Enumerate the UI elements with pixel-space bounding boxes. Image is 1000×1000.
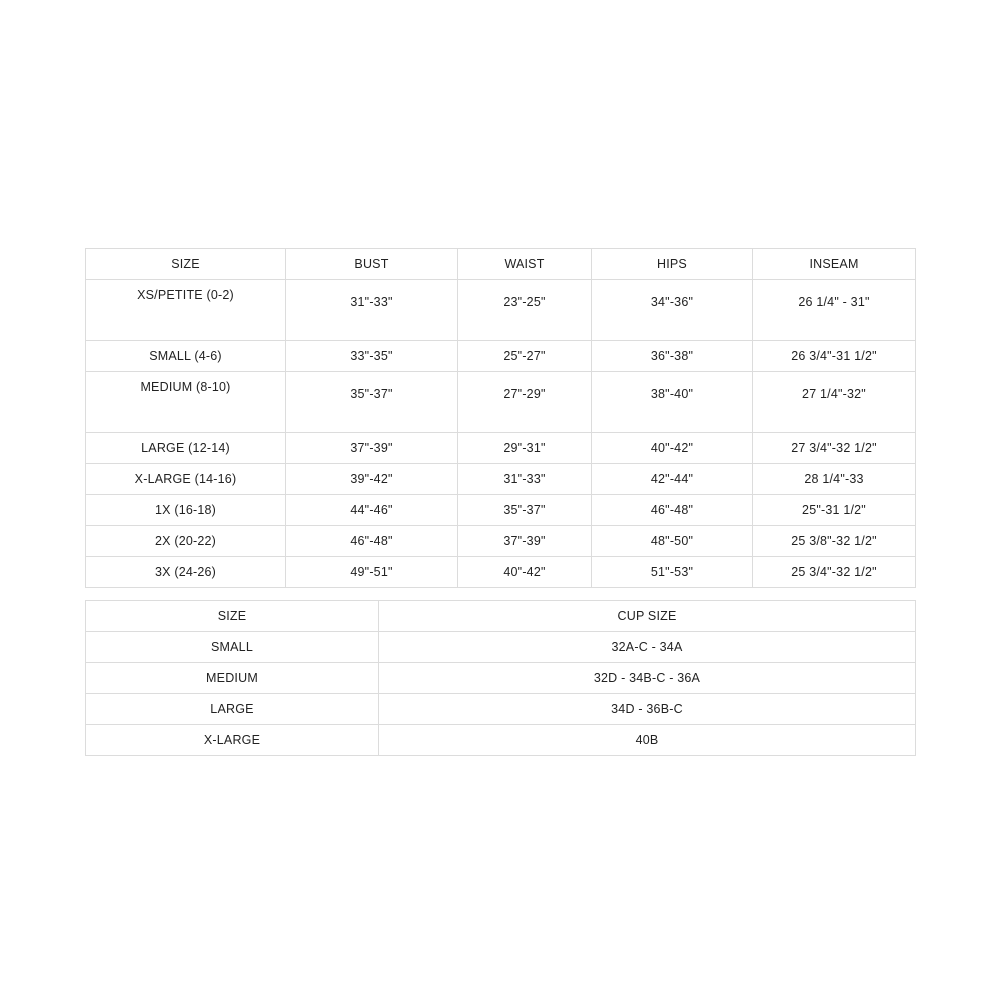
table-row — [86, 495, 916, 526]
cup-size-cell: 40B — [379, 725, 916, 756]
table-row — [86, 526, 916, 557]
hips-cell: 51"-53" — [592, 557, 753, 588]
size-cell: X-LARGE (14-16) — [86, 464, 286, 495]
waist-cell: 23"-25" — [458, 280, 592, 341]
bust-cell: 46"-48" — [286, 526, 458, 557]
waist-cell: 37"-39" — [458, 526, 592, 557]
waist-cell: 29"-31" — [458, 433, 592, 464]
table-row — [86, 464, 916, 495]
header-inseam: INSEAM — [753, 249, 916, 280]
hips-cell: 46"-48" — [592, 495, 753, 526]
bust-cell: 39"-42" — [286, 464, 458, 495]
hips-cell: 38"-40" — [592, 372, 753, 433]
header-size: SIZE — [86, 601, 379, 632]
bust-cell: 37"-39" — [286, 433, 458, 464]
size-cell: MEDIUM — [86, 663, 379, 694]
bust-cell: 44"-46" — [286, 495, 458, 526]
table-row — [86, 341, 916, 372]
bust-cell: 49"-51" — [286, 557, 458, 588]
waist-cell: 40"-42" — [458, 557, 592, 588]
waist-cell: 27"-29" — [458, 372, 592, 433]
table-header-row — [86, 249, 916, 280]
hips-cell: 34"-36" — [592, 280, 753, 341]
size-cell: LARGE (12-14) — [86, 433, 286, 464]
inseam-cell: 25 3/4"-32 1/2" — [753, 557, 916, 588]
size-chart-table — [85, 248, 916, 588]
table-row — [86, 694, 916, 725]
waist-cell: 35"-37" — [458, 495, 592, 526]
inseam-cell: 26 1/4" - 31" — [753, 280, 916, 341]
inseam-cell: 25 3/8"-32 1/2" — [753, 526, 916, 557]
size-cell: LARGE — [86, 694, 379, 725]
hips-cell: 42"-44" — [592, 464, 753, 495]
inseam-cell: 27 1/4"-32" — [753, 372, 916, 433]
inseam-cell: 27 3/4"-32 1/2" — [753, 433, 916, 464]
table-row — [86, 372, 916, 433]
bust-cell: 33"-35" — [286, 341, 458, 372]
size-cell: SMALL (4-6) — [86, 341, 286, 372]
table-row — [86, 663, 916, 694]
size-cell: 1X (16-18) — [86, 495, 286, 526]
table-row — [86, 632, 916, 663]
cup-size-cell: 32D - 34B-C - 36A — [379, 663, 916, 694]
size-cell: SMALL — [86, 632, 379, 663]
table-row — [86, 433, 916, 464]
inseam-cell: 28 1/4"-33 — [753, 464, 916, 495]
table-header-row — [86, 601, 916, 632]
size-cell: XS/PETITE (0-2) — [86, 280, 286, 341]
table-row — [86, 280, 916, 341]
cup-size-table — [85, 600, 916, 756]
inseam-cell: 26 3/4"-31 1/2" — [753, 341, 916, 372]
bust-cell: 31"-33" — [286, 280, 458, 341]
waist-cell: 25"-27" — [458, 341, 592, 372]
hips-cell: 40"-42" — [592, 433, 753, 464]
header-cup-size: CUP SIZE — [379, 601, 916, 632]
hips-cell: 36"-38" — [592, 341, 753, 372]
size-cell: X-LARGE — [86, 725, 379, 756]
table-row — [86, 725, 916, 756]
waist-cell: 31"-33" — [458, 464, 592, 495]
cup-size-cell: 34D - 36B-C — [379, 694, 916, 725]
header-waist: WAIST — [458, 249, 592, 280]
hips-cell: 48"-50" — [592, 526, 753, 557]
inseam-cell: 25"-31 1/2" — [753, 495, 916, 526]
header-hips: HIPS — [592, 249, 753, 280]
table-row — [86, 557, 916, 588]
size-cell: 2X (20-22) — [86, 526, 286, 557]
header-bust: BUST — [286, 249, 458, 280]
cup-size-cell: 32A-C - 34A — [379, 632, 916, 663]
size-cell: 3X (24-26) — [86, 557, 286, 588]
size-cell: MEDIUM (8-10) — [86, 372, 286, 433]
bust-cell: 35"-37" — [286, 372, 458, 433]
header-size: SIZE — [86, 249, 286, 280]
